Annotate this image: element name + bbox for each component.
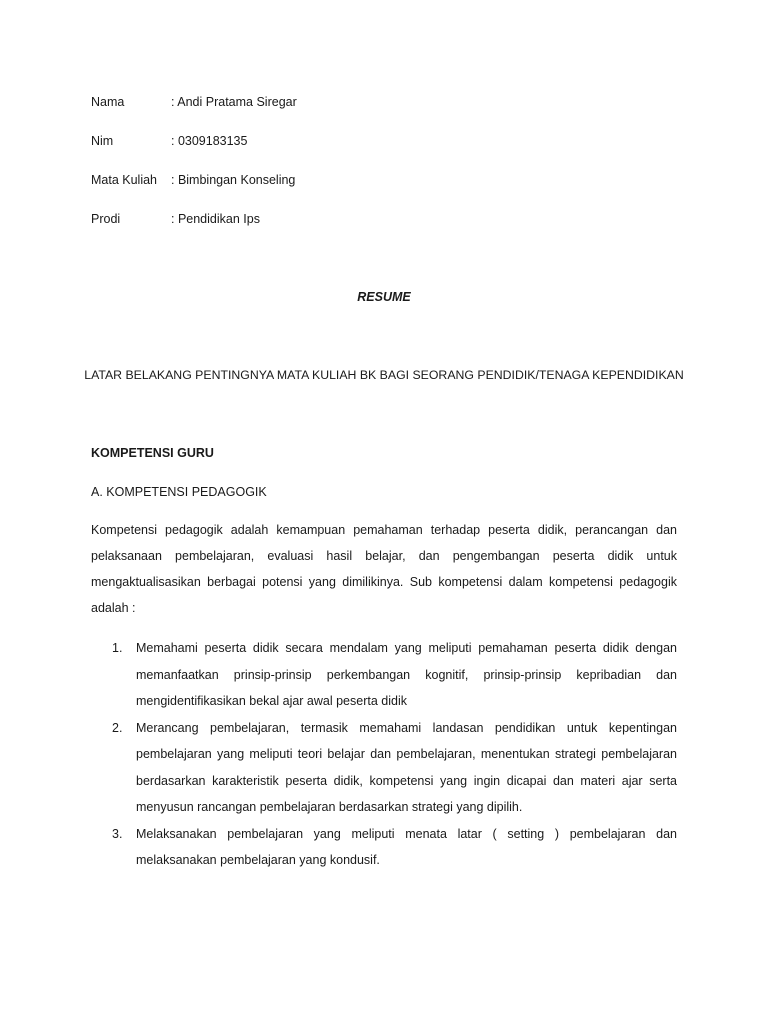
list-item-number: 1.	[112, 641, 123, 655]
identity-row-nim	[91, 132, 247, 150]
name-value: : Andi Pratama Siregar	[171, 95, 297, 109]
subsection-heading: A. KOMPETENSI PEDAGOGIK	[91, 485, 267, 499]
list-item-number: 2.	[112, 720, 123, 735]
identity-row-name	[91, 93, 297, 111]
list-item	[91, 635, 677, 715]
name-label: Nama	[91, 95, 125, 109]
identity-row-course	[91, 171, 295, 189]
nim-value: : 0309183135	[171, 134, 248, 148]
list-item-text: Memahami peserta didik secara mendalam yang meliputi pemahaman peserta didik dengan memanfaatkan prinsip-prinsip perkembangan kognitif, prinsip-prinsip kepribadian dan mengidentifikasikan bekal ajar awal peserta didik	[136, 641, 677, 708]
document-subtitle: LATAR BELAKANG PENTINGNYA MATA KULIAH BK BAGI SEORANG PENDIDIK/TENAGA KEPENDIDIKAN	[84, 368, 684, 382]
competency-list	[91, 635, 677, 874]
course-value: : Bimbingan Konseling	[171, 173, 296, 187]
list-item-text: Melaksanakan pembelajaran yang meliputi menata latar ( setting ) pembelajaran dan melaksanakan pembelajaran yang kondusif.	[136, 826, 677, 867]
prodi-label: Prodi	[91, 212, 121, 226]
nim-label: Nim	[91, 134, 114, 148]
course-label: Mata Kuliah	[91, 173, 158, 187]
list-item-number: 3.	[112, 826, 123, 841]
section-heading: KOMPETENSI GURU	[91, 446, 214, 460]
intro-paragraph: Kompetensi pedagogik adalah kemampuan pemahaman terhadap peserta didik, perancangan dan pelaksanaan pembelajaran, evaluasi hasil belajar, dan pengembangan peserta didik untuk mengaktualisasikan berbagai potensi yang dimilikinya. Sub kompetensi dalam kompetensi pedagogik adalah :	[91, 523, 677, 615]
list-item-text: Merancang pembelajaran, termasik memahami landasan pendidikan untuk kepentingan pembelajaran yang meliputi teori belajar dan pembelajaran, menentukan strategi pembelajaran berdasarkan karakteristik peserta didik, kompetensi yang ingin dicapai dan materi ajar serta menyusun rancangan pembelajaran berdasarkan strategi yang dipilih.	[136, 720, 677, 814]
document-title: RESUME	[357, 290, 411, 304]
list-item	[91, 715, 677, 821]
identity-row-prodi	[91, 210, 260, 228]
list-item	[91, 821, 677, 874]
prodi-value: : Pendidikan Ips	[171, 212, 260, 226]
